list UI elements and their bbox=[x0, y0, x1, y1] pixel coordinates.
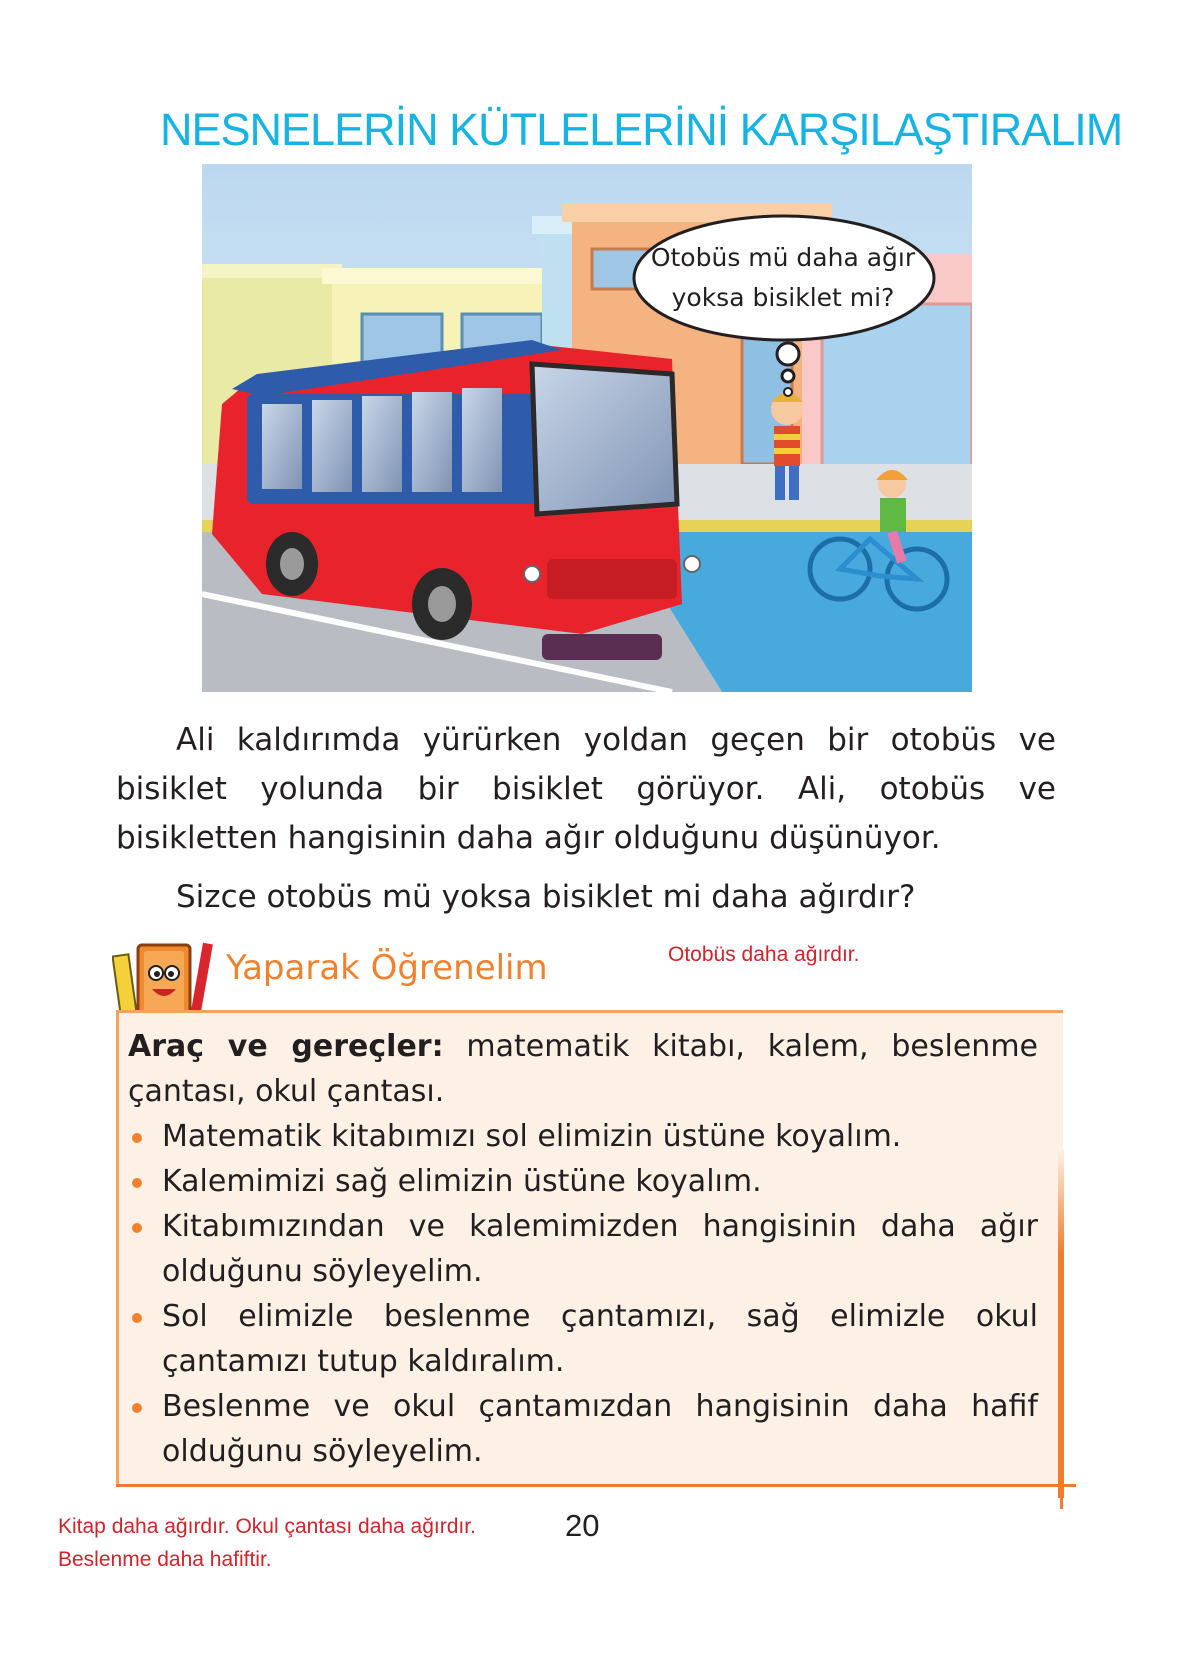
activity-box-border-bottom bbox=[116, 1484, 1076, 1487]
story-paragraph: Ali kaldırımda yürürken yoldan geçen bir otobüs ve bisiklet yolunda bir bisiklet görüyor. Ali, otobüs ve bisikletten hangisinin daha ağır olduğunu düşünüyor. bbox=[116, 722, 1056, 856]
activity-step: Beslenme ve okul çantamızdan hangisinin daha hafif olduğunu söyleyelim. bbox=[128, 1384, 1038, 1474]
materials-text: matematik kitabı, kalem, beslenme çantası, okul çantası. bbox=[128, 1029, 1038, 1109]
activity-steps bbox=[128, 1114, 1038, 1474]
question-answer: Otobüs daha ağırdır. bbox=[668, 943, 860, 966]
activity-content bbox=[128, 1024, 1038, 1474]
story-question: Sizce otobüs mü yoksa bisiklet mi daha ağırdır? bbox=[176, 879, 916, 915]
page-title: NESNELERİN KÜTLELERİNİ KARŞILAŞTIRALIM bbox=[160, 104, 1123, 155]
activity-box-border-right bbox=[1058, 1150, 1064, 1498]
activity-box-corner-mark bbox=[1060, 1485, 1063, 1509]
speech-bubble-text: Otobüs mü daha ağır yoksa bisiklet mi? bbox=[650, 243, 916, 312]
activity-answer bbox=[58, 1510, 578, 1576]
section-title: Yaparak Öğrenelim bbox=[226, 948, 548, 988]
activity-answer-line-1: Kitap daha ağırdır. Okul çantası daha ağırdır. bbox=[58, 1515, 476, 1538]
activity-step: Sol elimizle beslenme çantamızı, sağ elimizle okul çantamızı tutup kaldıralım. bbox=[128, 1294, 1038, 1384]
materials-line bbox=[128, 1024, 1038, 1114]
activity-step: Matematik kitabımızı sol elimizin üstüne koyalım. bbox=[128, 1114, 1038, 1159]
activity-step: Kitabımızından ve kalemimizden hangisinin daha ağır olduğunu söyleyelim. bbox=[128, 1204, 1038, 1294]
materials-label: Araç ve gereçler: bbox=[128, 1029, 444, 1064]
activity-step: Kalemimizi sağ elimizin üstüne koyalım. bbox=[128, 1159, 1038, 1204]
activity-answer-line-2: Beslenme daha hafiftir. bbox=[58, 1548, 272, 1571]
page-number: 20 bbox=[565, 1508, 600, 1543]
